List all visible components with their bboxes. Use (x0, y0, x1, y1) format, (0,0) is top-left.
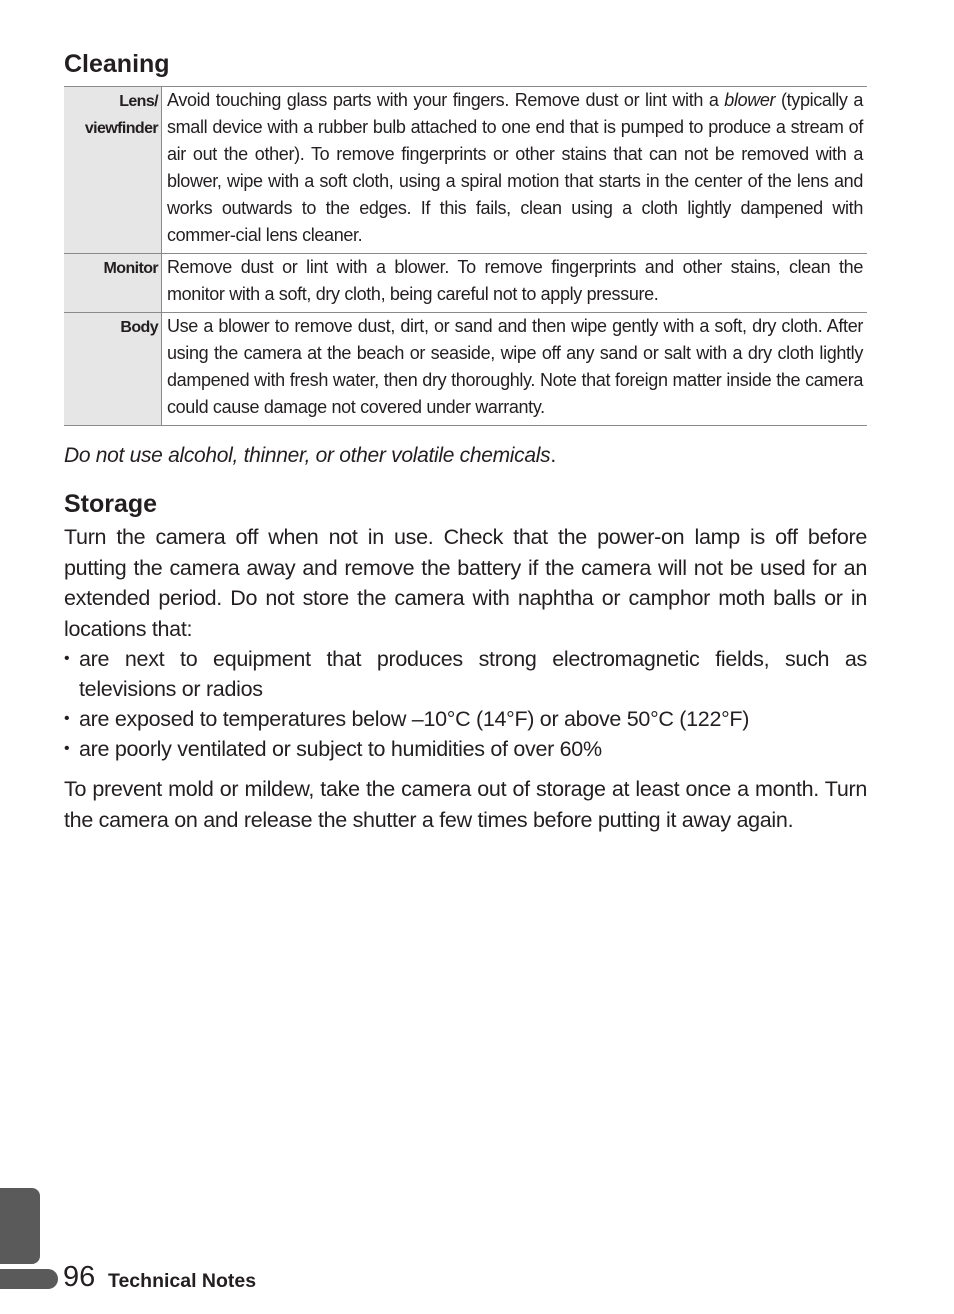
bullet-icon: • (64, 740, 70, 757)
table-row (64, 254, 867, 313)
row-text-monitor: Remove dust or lint with a blower. To remove fingerprints and other stains, clean the monitor with a soft, dry cloth, being careful not to apply pressure. (162, 254, 868, 313)
page-content (64, 48, 867, 835)
blower-term: blower (724, 90, 776, 110)
warning-text: Do not use alcohol, thinner, or other volatile chemicals (64, 444, 551, 467)
bullet-text: are next to equipment that produces strong electromagnetic fields, such as televisions or radios (79, 647, 867, 701)
page-number: 96 (63, 1261, 96, 1293)
table-row (64, 313, 867, 426)
list-item (64, 644, 867, 704)
table-row (64, 87, 867, 254)
footer-section-title: Technical Notes (108, 1270, 257, 1292)
cleaning-table (64, 86, 867, 426)
row-text-lens (162, 87, 868, 254)
cleaning-heading: Cleaning (64, 50, 170, 78)
row-label-lens (64, 87, 162, 254)
bullet-icon: • (64, 650, 70, 667)
footer-bar (0, 1269, 58, 1289)
list-item (64, 734, 867, 764)
storage-intro: Turn the camera off when not in use. Check that the power-on lamp is off before putting the camera away and remove the battery if the camera will not be used for an extended period. Do not store the camera with naphtha or camphor moth balls or in locations that: (64, 525, 867, 641)
row-text-body: Use a blower to remove dust, dirt, or sand and then wipe gently with a soft, dry cloth. After using the camera at the beach or seaside, wipe off any sand or salt with a dry cloth lightly dampened with fresh water, then dry thoroughly. Note that foreign matter inside the camera could cause damage not covered under warranty. (162, 313, 868, 426)
row-label-body: Body (64, 313, 162, 426)
storage-heading: Storage (64, 490, 158, 518)
chapter-tab (0, 1188, 40, 1264)
row-text-lens-part2: (typically a small device with a rubber bulb attached to one end that is pumped to produce a stream of air out the other). To remove fingerprints or other stains that can not be removed with a blower, wipe with a soft cloth, using a spiral motion that starts in the center of the lens and works outwards to the edges. If this fails, clean using a cloth lightly dampened with commer-cial lens cleaner. (167, 90, 863, 245)
list-item (64, 704, 867, 734)
row-label-monitor: Monitor (64, 254, 162, 313)
warning-period: . (550, 444, 556, 467)
bullet-icon: • (64, 710, 70, 727)
cleaning-warning (64, 442, 867, 470)
row-text-lens-part1: Avoid touching glass parts with your fingers. Remove dust or lint with a (167, 90, 725, 110)
storage-outro: To prevent mold or mildew, take the camera out of storage at least once a month. Turn the camera on and release the shutter a few times before putting it away again. (64, 777, 867, 832)
bullet-text: are poorly ventilated or subject to humidities of over 60% (79, 737, 602, 761)
bullet-text: are exposed to temperatures below –10°C (14°F) or above 50°C (122°F) (79, 707, 750, 731)
storage-bullet-list (64, 644, 867, 764)
row-label-lens-line1: Lens/ (119, 93, 158, 110)
row-label-lens-line2: viewfinder (84, 120, 158, 137)
